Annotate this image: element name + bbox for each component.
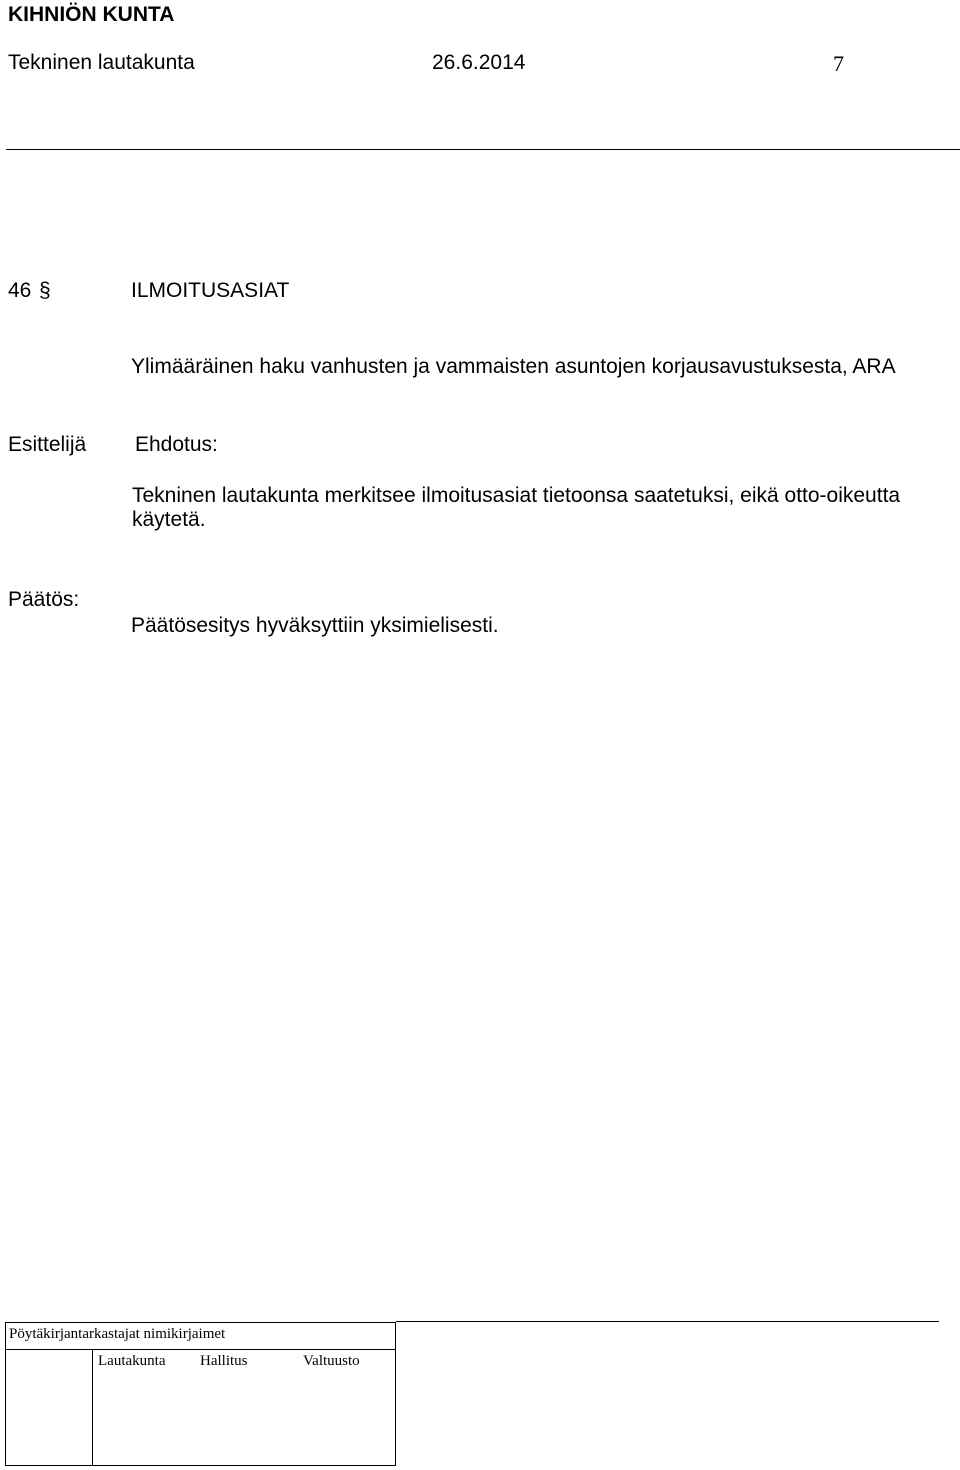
section-title: ILMOITUSASIAT <box>131 279 290 302</box>
footer-column-valtuusto: Valtuusto <box>303 1353 360 1369</box>
footer-title: Pöytäkirjantarkastajat nimikirjaimet <box>9 1326 226 1342</box>
organization-name: KIHNIÖN KUNTA <box>8 3 175 26</box>
decision-label: Päätös: <box>8 588 80 611</box>
section-subject: Ylimääräinen haku vanhusten ja vammaisten asuntojen korjausavustuksesta, ARA <box>131 355 896 378</box>
footer-header-divider <box>5 1349 396 1350</box>
section-number: 46 <box>8 279 32 302</box>
proposal-label: Ehdotus: <box>135 433 218 456</box>
section-sign: § <box>39 279 51 302</box>
footer-column-lautakunta: Lautakunta <box>98 1353 166 1369</box>
header-divider <box>6 149 960 150</box>
committee-name: Tekninen lautakunta <box>8 51 195 74</box>
footer-column-divider <box>92 1349 93 1466</box>
footer-top-line <box>396 1321 939 1322</box>
presenter-label: Esittelijä <box>8 433 87 456</box>
footer-initials-box <box>5 1322 396 1466</box>
proposal-text: Tekninen lautakunta merkitsee ilmoitusasiat tietoonsa saatetuksi, eikä otto-oikeutta käytetä. <box>132 484 901 531</box>
meeting-date: 26.6.2014 <box>432 51 526 74</box>
decision-text: Päätösesitys hyväksyttiin yksimielisesti. <box>131 614 499 637</box>
page-number: 7 <box>833 51 844 76</box>
footer-column-hallitus: Hallitus <box>200 1353 248 1369</box>
